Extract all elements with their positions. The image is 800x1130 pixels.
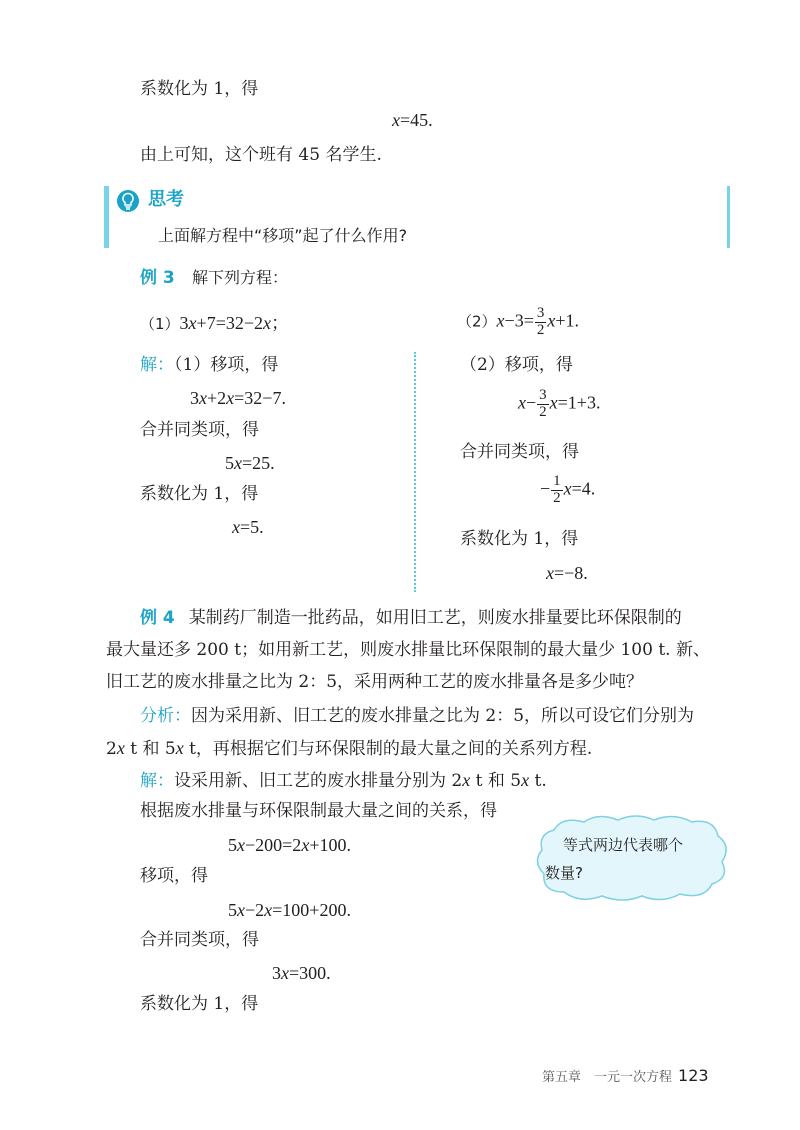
bubble-text: 等式两边代表哪个 <box>563 836 684 854</box>
fraction <box>537 388 549 421</box>
solution-label: 解： <box>140 355 174 375</box>
term: =1+3. <box>557 392 601 413</box>
step-text: 合并同类项，得 <box>140 420 259 440</box>
step-text: 系数化为 1，得 <box>140 994 259 1014</box>
var-x: x <box>199 388 207 408</box>
var-x: x <box>301 835 310 855</box>
term: =25. <box>242 453 275 473</box>
step-text: 移项，得 <box>140 866 208 886</box>
analysis-text: t 和 5 <box>124 739 176 759</box>
step-text: 系数化为 1，得 <box>460 529 579 549</box>
term: −2 <box>245 900 265 920</box>
var-x: x <box>237 835 245 855</box>
fraction-denominator: 2 <box>539 403 547 420</box>
fraction-numerator: 3 <box>536 305 545 321</box>
coef: 5 <box>228 835 237 855</box>
term: =300. <box>289 963 331 983</box>
var-x: x <box>496 310 505 331</box>
problem-text: 某制药厂制造一批药品，如用旧工艺，则废水排量要比环保限制的 <box>188 608 682 628</box>
fraction <box>551 474 563 507</box>
equation <box>232 518 264 536</box>
fraction-numerator: 3 <box>539 387 547 403</box>
example-3-title: 解下列方程： <box>192 268 289 287</box>
term: −3= <box>504 310 534 331</box>
term: =5. <box>240 517 264 537</box>
analysis-label: 分析： <box>140 706 191 726</box>
step-text: 合并同类项，得 <box>140 930 259 950</box>
coef: 3 <box>179 313 189 333</box>
equation-rhs: =45. <box>400 110 433 130</box>
equation <box>228 901 351 919</box>
step-text: （2）移项，得 <box>460 355 573 375</box>
var-x: x <box>281 963 289 983</box>
term: −200=2 <box>245 835 302 855</box>
term: +100. <box>309 835 351 855</box>
var-x: x <box>263 313 272 333</box>
solution-line <box>140 771 547 790</box>
equation <box>228 836 351 854</box>
fraction-denominator: 2 <box>536 321 545 338</box>
var-x: x <box>549 392 558 413</box>
fraction <box>535 306 547 339</box>
column-divider <box>414 352 416 592</box>
solution-step <box>140 357 278 374</box>
var-x: x <box>232 517 240 537</box>
var-x: x <box>175 738 184 758</box>
think-question: 上面解方程中“移项”起了什么作用? <box>158 226 408 245</box>
think-box-right-bar <box>727 186 730 248</box>
equation <box>272 964 331 982</box>
solution-text: 根据废水排量与环保限制最大量之间的关系，得 <box>140 801 497 821</box>
var-x: x <box>264 900 273 920</box>
step-text: 合并同类项，得 <box>460 442 579 462</box>
solution-label: 解： <box>140 771 174 791</box>
term: =4. <box>571 478 596 499</box>
equation <box>546 564 588 582</box>
problem-number: （1） <box>140 315 180 333</box>
equation <box>225 454 275 472</box>
solution-text: t 和 5 <box>470 771 522 791</box>
bubble-text: 数量? <box>545 864 583 882</box>
var-x: x <box>237 900 245 920</box>
var-x: x <box>547 310 556 331</box>
var-x: x <box>116 738 125 758</box>
chapter-title: 第五章 一元一次方程 <box>542 1070 673 1085</box>
var-x: x <box>546 563 554 583</box>
analysis-line <box>106 739 592 758</box>
problem-text: 最大量还多 200 t；如用新工艺，则废水排量比环保限制的最大量少 100 t. 新、 <box>106 640 710 660</box>
term: +1. <box>555 310 580 331</box>
var-x: x <box>226 388 235 408</box>
var-x: x <box>392 110 400 130</box>
lightbulb-icon <box>117 190 139 212</box>
example-4-label: 例 4 <box>140 608 175 628</box>
analysis-line <box>140 708 694 725</box>
text-line: 系数化为 1，得 <box>140 79 259 99</box>
thought-cloud <box>532 812 732 902</box>
solution-text: 设采用新、旧工艺的废水排量分别为 2 <box>174 771 463 791</box>
solution-text: t. <box>529 771 547 791</box>
equation <box>392 111 433 129</box>
analysis-text: 2 <box>106 739 117 759</box>
example-3-label: 例 3 <box>140 268 175 288</box>
equation <box>540 474 595 507</box>
think-box-left-bar <box>104 186 109 248</box>
conclusion-text: 由上可知，这个班有 45 名学生. <box>140 145 382 165</box>
coef: 5 <box>228 900 237 920</box>
fraction-denominator: 2 <box>553 489 561 506</box>
term: =−8. <box>554 563 588 583</box>
term: +7=32−2 <box>196 313 264 333</box>
var-x: x <box>188 313 197 333</box>
semicolon: ； <box>271 313 290 333</box>
term: =100+200. <box>272 900 351 920</box>
example-4-line <box>140 610 682 627</box>
term: − <box>540 478 551 499</box>
coef: 5 <box>225 453 234 473</box>
var-x: x <box>234 453 242 473</box>
fraction-numerator: 1 <box>553 473 561 489</box>
problem-2 <box>457 306 579 339</box>
page-footer <box>542 1066 709 1085</box>
var-x: x <box>518 392 526 413</box>
problem-1 <box>140 314 289 332</box>
equation <box>190 389 286 407</box>
equation <box>518 388 600 421</box>
problem-number: （2） <box>457 312 497 331</box>
coef: 3 <box>190 388 199 408</box>
coef: 3 <box>272 963 281 983</box>
term: +2 <box>207 388 227 408</box>
var-x: x <box>521 770 530 790</box>
step-text: （1）移项，得 <box>174 355 279 375</box>
term: =32−7. <box>234 388 286 408</box>
analysis-text: t，再根据它们与环保限制的最大量之间的关系列方程. <box>183 739 593 759</box>
problem-text: 旧工艺的废水排量之比为 2：5，采用两种工艺的废水排量各是多少吨？ <box>106 672 644 692</box>
var-x: x <box>462 770 471 790</box>
analysis-text: 因为采用新、旧工艺的废水排量之比为 2：5，所以可设它们分别为 <box>191 706 695 726</box>
step-text: 系数化为 1，得 <box>140 484 259 504</box>
page-number: 123 <box>678 1066 709 1085</box>
var-x: x <box>563 478 572 499</box>
think-title: 思考 <box>148 189 184 210</box>
term: − <box>526 392 537 413</box>
